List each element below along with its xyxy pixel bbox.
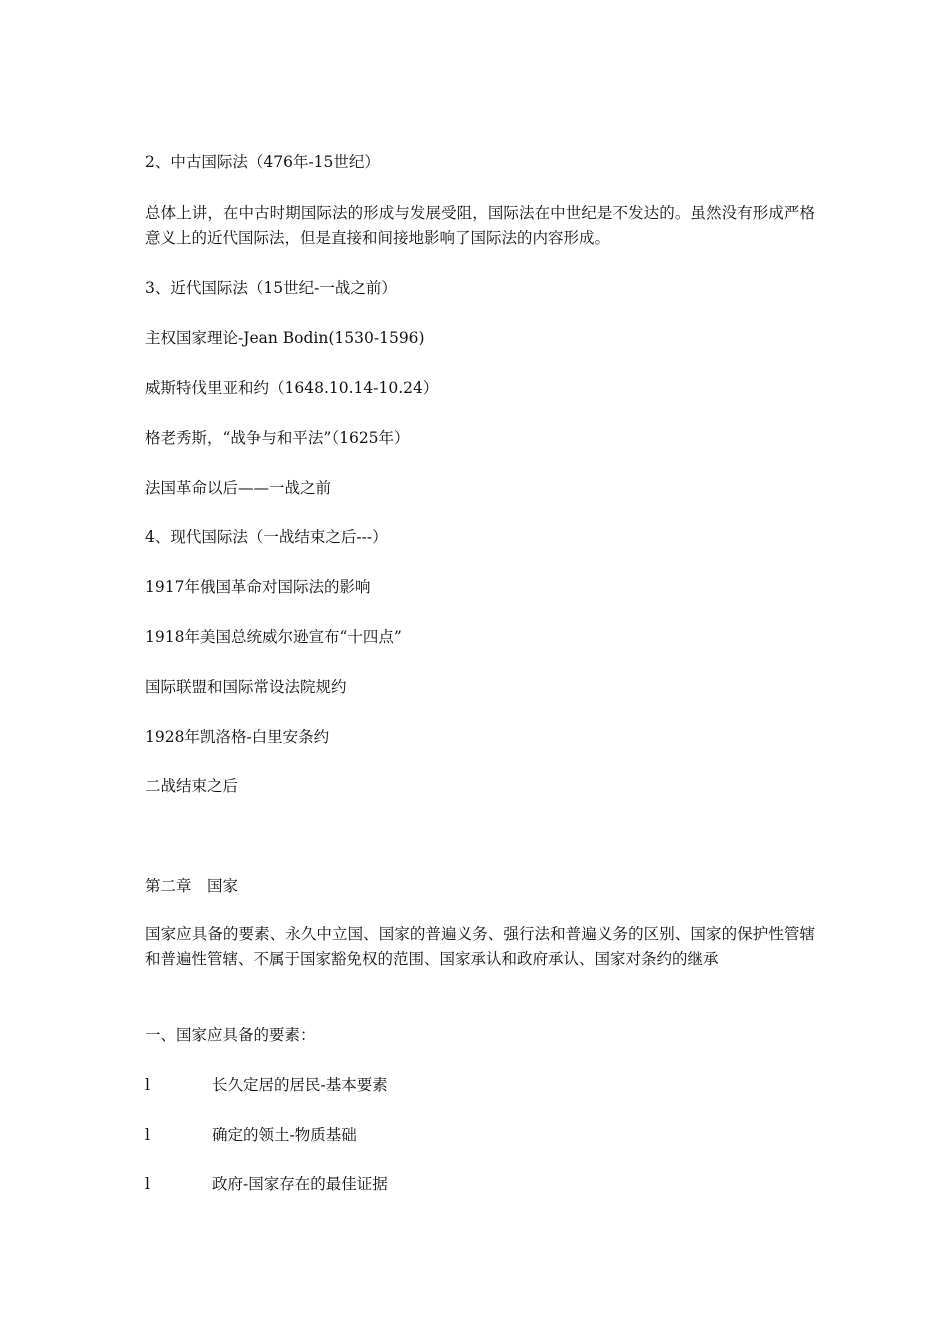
list-item-text: 确定的领土-物质基础 bbox=[212, 1126, 357, 1144]
section-heading-medieval: 2、中古国际法（476年-15世纪） bbox=[145, 153, 380, 171]
chapter-summary: 国家应具备的要素、永久中立国、国家的普遍义务、强行法和普遍义务的区别、国家的保护性管辖和普遍性管辖、不属于国家豁免权的范围、国家承认和政府承认、国家对条约的继承 bbox=[145, 925, 815, 968]
list-item: 国际联盟和国际常设法院规约 bbox=[145, 678, 347, 696]
list-item: 1928年凯洛格-白里安条约 bbox=[145, 728, 330, 746]
section-heading-contemporary: 4、现代国际法（一战结束之后---） bbox=[145, 528, 388, 546]
list-item: 法国革命以后——一战之前 bbox=[145, 479, 332, 497]
subheading-state-elements: 一、国家应具备的要素： bbox=[145, 1026, 316, 1044]
list-item: 威斯特伐里亚和约（1648.10.14-10.24） bbox=[145, 379, 439, 397]
bullet-mark: l bbox=[145, 1076, 150, 1094]
list-item: 格老秀斯，“战争与和平法”（1625年） bbox=[145, 429, 410, 447]
bullet-mark: l bbox=[145, 1175, 150, 1193]
bullet-mark: l bbox=[145, 1126, 150, 1144]
list-item: 主权国家理论-Jean Bodin(1530-1596) bbox=[145, 329, 425, 347]
list-item: 1917年俄国革命对国际法的影响 bbox=[145, 578, 371, 596]
paragraph-medieval-summary: 总体上讲，在中古时期国际法的形成与发展受阻，国际法在中世纪是不发达的。虽然没有形成严格意义上的近代国际法，但是直接和间接地影响了国际法的内容形成。 bbox=[145, 204, 815, 247]
list-item: 二战结束之后 bbox=[145, 777, 239, 795]
list-item-text: 政府-国家存在的最佳证据 bbox=[212, 1175, 388, 1193]
section-heading-modern-early: 3、近代国际法（15世纪-一战之前） bbox=[145, 279, 397, 297]
chapter-title: 第二章 国家 bbox=[145, 877, 239, 895]
list-item: 1918年美国总统威尔逊宣布“十四点” bbox=[145, 628, 402, 646]
list-item-text: 长久定居的居民-基本要素 bbox=[212, 1076, 388, 1094]
